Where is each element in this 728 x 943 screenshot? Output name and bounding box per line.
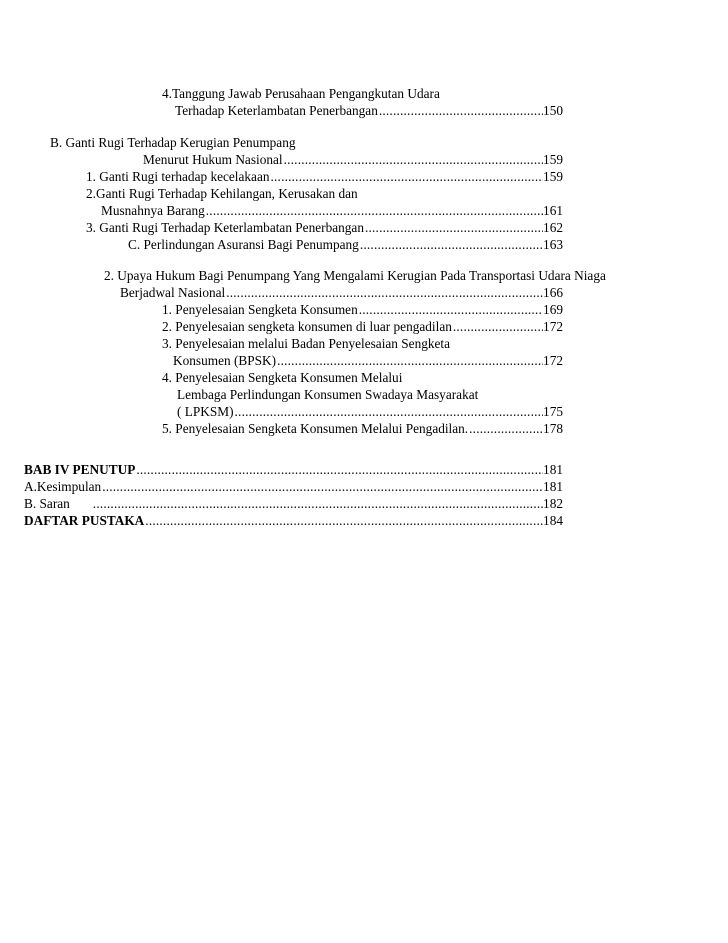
toc-page-number: 159 [543,152,563,167]
toc-item-u2 [162,318,563,335]
dot-leader [358,301,543,318]
dot-leader [92,495,543,512]
toc-item-u3 [162,335,450,352]
toc-item-4 [162,85,440,102]
toc-item-text: B. Saran [24,496,70,511]
toc-chapter-daftar-pustaka [24,512,563,529]
toc-item-text: 3. Ganti Rugi Terhadap Keterlambatan Penerbangan [86,220,364,235]
toc-page-number: 169 [543,302,563,317]
toc-item-kesimpulan [24,478,563,495]
toc-item-b2-cont [101,202,563,219]
toc-item-u5 [162,420,563,437]
toc-item-u4-cont1 [177,386,478,403]
toc-page-number: 172 [543,319,563,334]
toc-page-number: 172 [543,353,563,368]
toc-page-number: 182 [543,496,563,511]
toc-item-text: Menurut Hukum Nasional [143,152,283,167]
toc-section-c [128,236,563,253]
toc-chapter-bab-iv [24,461,563,478]
toc-item-text: B. Ganti Rugi Terhadap Kerugian Penumpang [50,135,296,150]
toc-upaya-cont [120,284,563,301]
toc-page-number: 161 [543,203,563,218]
toc-item-text: 1. Ganti Rugi terhadap kecelakaan [86,169,270,184]
toc-item-text: 2. Upaya Hukum Bagi Penumpang Yang Mengalami Kerugian Pada Transportasi Udara Niaga [104,268,606,283]
toc-item-u1 [162,301,563,318]
toc-item-text: 2. Penyelesaian sengketa konsumen di luar pengadilan [162,319,452,334]
toc-page-number: 178 [543,421,563,436]
toc-item-text: Lembaga Perlindungan Konsumen Swadaya Masyarakat [177,387,479,402]
toc-item-text: A.Kesimpulan [24,479,102,494]
dot-leader [234,403,544,420]
toc-upaya [104,267,606,284]
toc-page-number: 159 [543,169,563,184]
dot-leader [378,102,543,119]
dot-leader [452,318,543,335]
toc-item-b3 [86,219,563,236]
toc-page-number: 162 [543,220,563,235]
toc-item-text: C. Perlindungan Asuransi Bagi Penumpang [128,237,359,252]
dot-leader [101,478,543,495]
toc-page-number: 163 [543,237,563,252]
dot-leader [225,284,543,301]
toc-item-text: 2.Ganti Rugi Terhadap Kehilangan, Kerusakan dan [86,186,358,201]
toc-item-text: Berjadwal Nasional [120,285,226,300]
toc-page-number: 184 [543,513,563,528]
toc-item-text: 3. Penyelesaian melalui Badan Penyelesaian Sengketa [162,336,451,351]
dot-leader [270,168,544,185]
dot-leader [205,202,543,219]
toc-item-4-cont [175,102,563,119]
dot-leader [135,461,543,478]
toc-item-u4 [162,369,402,386]
toc-page-number: 166 [543,285,563,300]
toc-item-text: Musnahnya Barang [101,203,205,218]
toc-item-text: 5. Penyelesaian Sengketa Konsumen Melalui Pengadilan. [162,421,469,436]
toc-page-number: 181 [543,479,563,494]
toc-page-number: 150 [543,103,563,118]
toc-item-b1 [86,168,563,185]
dot-leader [283,151,543,168]
toc-section-b-cont [143,151,563,168]
toc-item-u4-cont2 [177,403,563,420]
toc-section-b [50,134,296,151]
toc-item-saran [24,495,563,512]
dot-leader [468,420,543,437]
toc-item-text: 4.Tanggung Jawab Perusahaan Pengangkutan Udara [162,86,440,101]
toc-item-text: DAFTAR PUSTAKA [24,513,145,528]
toc-page-number: 181 [543,462,563,477]
toc-item-text: 1. Penyelesaian Sengketa Konsumen [162,302,358,317]
dot-leader [359,236,543,253]
toc-item-text: Konsumen (BPSK) [173,353,277,368]
toc-item-text: 4. Penyelesaian Sengketa Konsumen Melalui [162,370,403,385]
toc-item-text: BAB IV PENUTUP [24,462,136,477]
toc-page-number: 175 [543,404,563,419]
dot-leader [276,352,543,369]
toc-item-text: ( LPKSM) [177,404,234,419]
toc-item-b2 [86,185,358,202]
dot-leader [144,512,543,529]
toc-item-u3-cont [173,352,563,369]
dot-leader [364,219,543,236]
toc-item-text: Terhadap Keterlambatan Penerbangan [175,103,378,118]
